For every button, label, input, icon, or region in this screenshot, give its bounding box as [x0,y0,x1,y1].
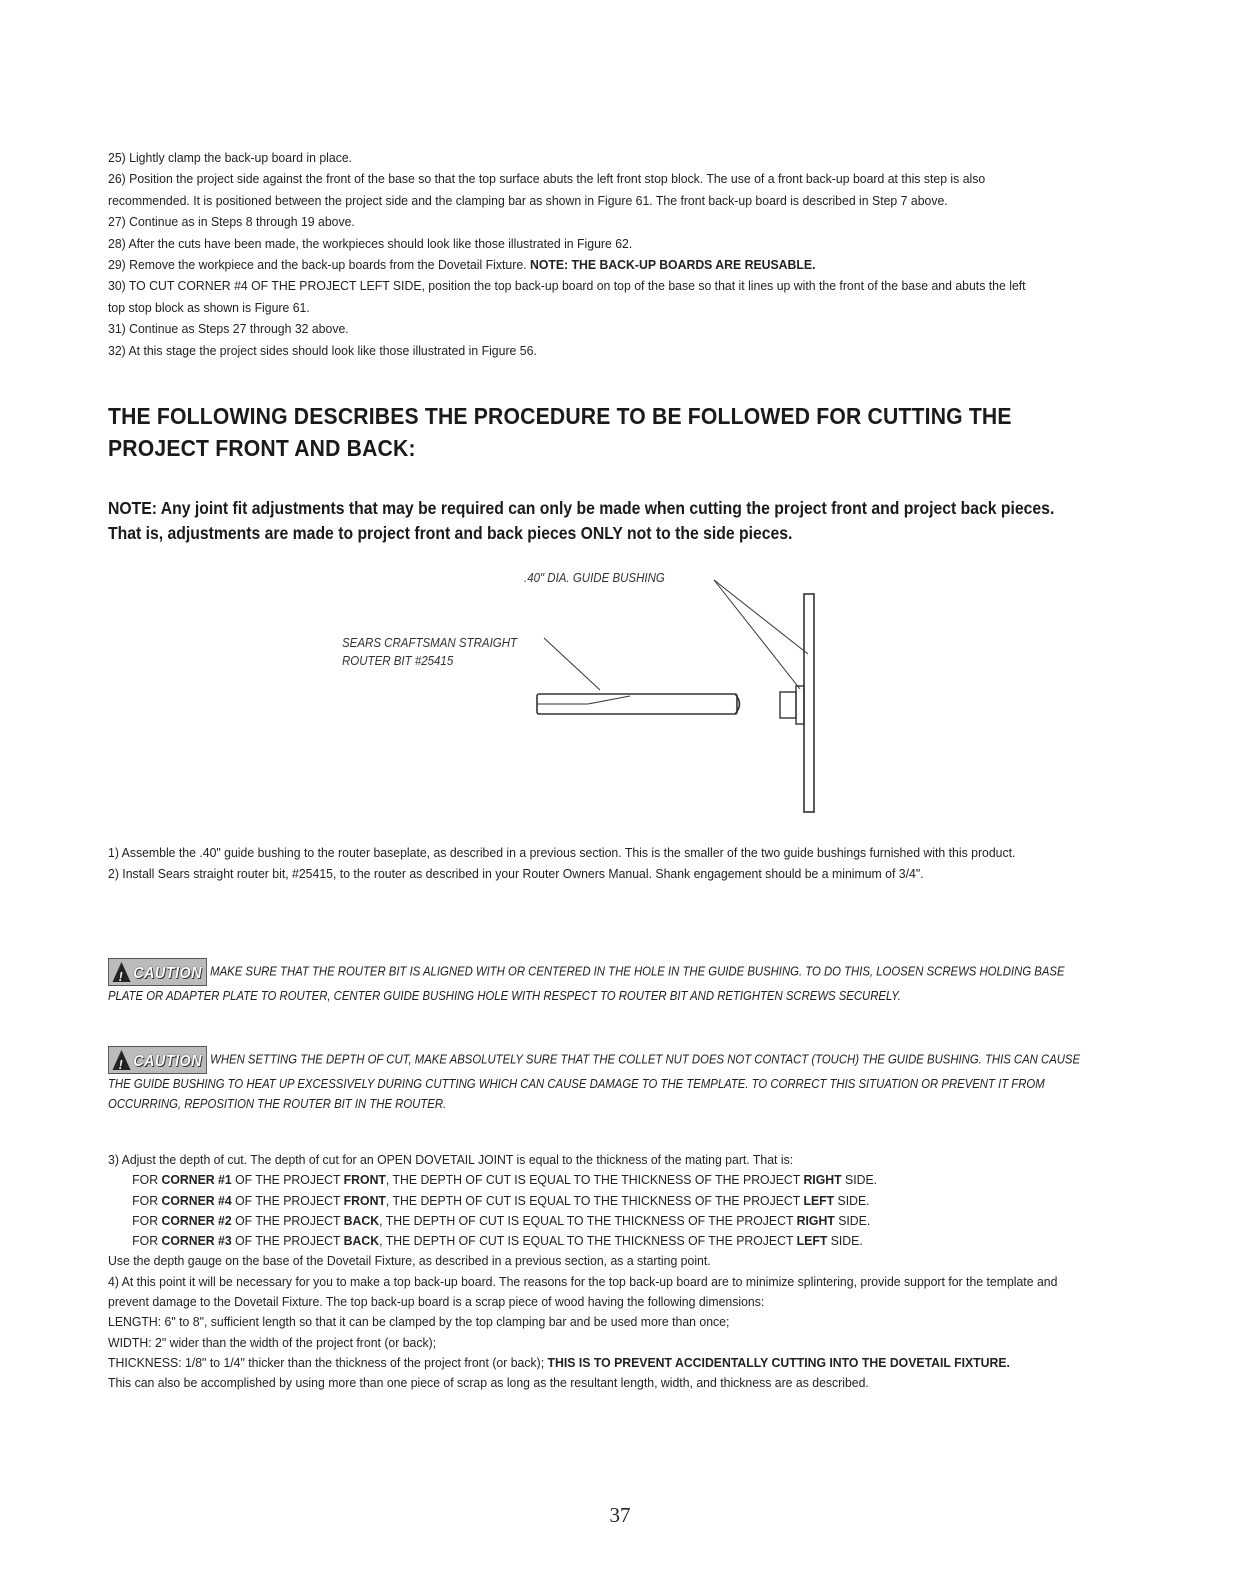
step-1: 1) Assemble the .40" guide bushing to the router baseplate, as described in a previous section. This is the smaller of the two guide bushings furnished with this product. [108,845,1016,860]
caution-badge: ! CAUTION [108,958,207,986]
depth-gauge-line: Use the depth gauge on the base of the Dovetail Fixture, as described in a previous section, as a starting point. [108,1253,711,1269]
step-30: 30) TO CUT CORNER #4 OF THE PROJECT LEFT SIDE, position the top back-up board on top of the base so that it lines up with the front of the base and abuts the left top stop block as shown is Figure 61. [108,278,1026,315]
thickness-line: THICKNESS: 1/8" to 1/4" thicker than the thickness of the project front (or back); THIS IS TO PREVENT ACCIDENTALLY CUTTING INTO THE DOVETAIL FIXTURE. [108,1354,1010,1370]
step-29 [108,254,1038,275]
step-31: 31) Continue as Steps 27 through 32 above. [108,321,349,337]
top-steps-list [108,147,1038,361]
joint-fit-note: NOTE: Any joint fit adjustments that may be required can only be made when cutting the project front and project back pieces. That is, adjustments are made to project front and back pieces ONLY not to the side pieces. [108,498,1055,543]
corner-2-line: FOR CORNER #2 OF THE PROJECT BACK, THE DEPTH OF CUT IS EQUAL TO THE THICKNESS OF THE PROJECT RIGHT SIDE. [132,1212,871,1228]
closing-line: This can also be accomplished by using more than one piece of scrap as long as the resultant length, width, and thickness are as described. [108,1375,869,1391]
section-heading: THE FOLLOWING DESCRIBES THE PROCEDURE TO BE FOLLOWED FOR CUTTING THE PROJECT FRONT AND BACK: [108,403,1012,461]
step-32: 32) At this stage the project sides should look like those illustrated in Figure 56. [108,342,537,358]
page-number: 37 [609,1503,631,1527]
caution-2-text: ! CAUTION WHEN SETTING THE DEPTH OF CUT, MAKE ABSOLUTELY SURE THAT THE COLLET NUT DOES NOT CONTACT (TOUCH) THE GUIDE BUSHING. THIS CAN CAUSE THE GUIDE BUSHING TO HEAT UP EXCESSIVELY DURING CUTTING WHICH CAN CAUSE DAMAGE TO THE TEMPLATE. TO CORRECT THIS SITUATION OR PREVENT IT FROM OCCURRING, REPOSITION THE ROUTER BIT IN THE ROUTER. [108,1046,1089,1114]
step-26: 26) Position the project side against the front of the base so that the top surface abuts the left front stop block. The use of a front back-up board at this step is also recommended. It is positioned between the project side and the clamping bar as shown in Figure 61. The front back-up board is described in Step 7 above. [108,171,986,208]
bottom-steps-list [108,1150,1085,1394]
corner-3-line: FOR CORNER #3 OF THE PROJECT BACK, THE DEPTH OF CUT IS EQUAL TO THE THICKNESS OF THE PROJECT LEFT SIDE. [132,1233,863,1249]
corner-4-line: FOR CORNER #4 OF THE PROJECT FRONT, THE DEPTH OF CUT IS EQUAL TO THE THICKNESS OF THE PROJECT LEFT SIDE. [132,1192,870,1208]
caution-2 [108,1046,1158,1114]
caution-badge: ! CAUTION [108,1046,207,1074]
bushing-label: .40" DIA. GUIDE BUSHING [524,571,665,585]
mid-steps-list [108,842,1075,884]
step-27: 27) Continue as in Steps 8 through 19 above. [108,214,355,230]
step-4-intro: 4) At this point it will be necessary for you to make a top back-up board. The reasons for the top back-up board are to minimize splintering, provide support for the template and prevent damage to the Dovetail Fixture. The top back-up board is a scrap piece of wood having the following dimensions: [108,1273,1058,1310]
step-25: 25) Lightly clamp the back-up board in place. [108,150,353,165]
step-28: 28) After the cuts have been made, the workpieces should look like those illustrated in Figure 62. [108,235,633,251]
step-29-text: 29) Remove the workpiece and the back-up boards from the Dovetail Fixture. [108,257,527,273]
width-line: WIDTH: 2" wider than the width of the project front (or back); [108,1334,437,1350]
corner-1-line: FOR CORNER #1 OF THE PROJECT FRONT, THE DEPTH OF CUT IS EQUAL TO THE THICKNESS OF THE PROJECT RIGHT SIDE. [132,1172,878,1188]
bit-label-line1: SEARS CRAFTSMAN STRAIGHT [342,636,518,650]
caution-1 [108,958,1158,1006]
length-line: LENGTH: 6" to 8", sufficient length so that it can be clamped by the top clamping bar and be used more than once; [108,1314,730,1330]
step-2: 2) Install Sears straight router bit, #25415, to the router as described in your Router Owners Manual. Shank engagement should be a minimum of 3/4". [108,866,924,881]
bit-label-line2: ROUTER BIT #25415 [342,654,454,668]
router-bit-figure [330,566,850,836]
caution-1-text: ! CAUTION MAKE SURE THAT THE ROUTER BIT IS ALIGNED WITH OR CENTERED IN THE HOLE IN THE GUIDE BUSHING. TO DO THIS, LOOSEN SCREWS HOLDING BASE PLATE OR ADAPTER PLATE TO ROUTER, CENTER GUIDE BUSHING HOLE WITH RESPECT TO ROUTER BIT AND RETIGHTEN SCREWS SECURELY. [108,958,1089,1006]
step-29-note: NOTE: THE BACK-UP BOARDS ARE REUSABLE. [529,257,816,273]
bit-and-bushing-drawing [330,566,850,836]
step-3-intro: 3) Adjust the depth of cut. The depth of cut for an OPEN DOVETAIL JOINT is equal to the thickness of the mating part. That is: [108,1152,794,1167]
thickness-warning: THIS IS TO PREVENT ACCIDENTALLY CUTTING INTO THE DOVETAIL FIXTURE. [547,1354,1010,1370]
